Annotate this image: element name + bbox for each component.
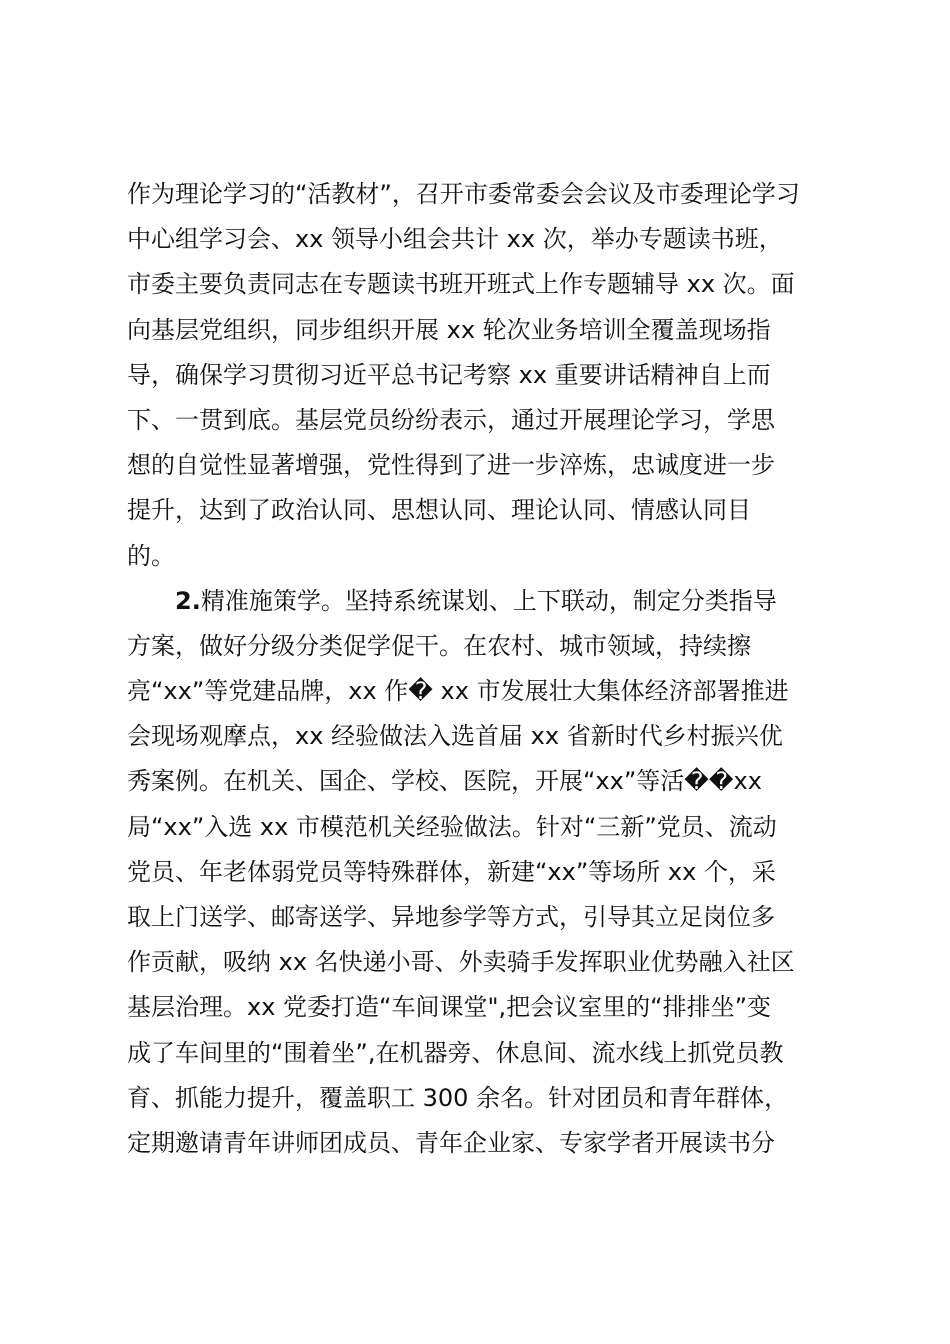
text-line: 市委主要负责同志在专题读书班开班式上作专题辅导 xx 次。面 (127, 270, 795, 299)
text-line: 成了车间里的“围着坐”,在机器旁、休息间、流水线上抓党员教 (127, 1038, 784, 1067)
text-line: 亮“xx”等党建品牌，xx 作� xx 市发展壮大集体经济部署推进 (127, 677, 789, 706)
text-line: 想的自觉性显著增强，党性得到了进一步淬炼，忠诚度进一步 (127, 451, 775, 480)
text-line: 方案，做好分级分类促学促干。在农村、城市领域，持续擦 (127, 631, 751, 660)
text-line: 作为理论学习的“活教材”，召开市委常委会会议及市委理论学习 (127, 180, 800, 208)
text-line: 育、抓能力提升，覆盖职工 300 余名。针对团员和青年群体， (127, 1083, 789, 1112)
text-line: 向基层党组织，同步组织开展 xx 轮次业务培训全覆盖现场指 (127, 315, 771, 344)
text-line: 定期邀请青年讲师团成员、青年企业家、专家学者开展读书分 (127, 1128, 775, 1157)
text-line: 党员、年老体弱党员等特殊群体，新建“xx”等场所 xx 个，采 (127, 857, 776, 886)
section-2-first-line (127, 579, 837, 624)
text-line: 中心组学习会、xx 领导小组会共计 xx 次，举办专题读书班， (127, 225, 783, 254)
text-line: 基层治理。xx 党委打造“车间课堂",把会议室里的“排排坐”变 (127, 993, 772, 1022)
text-line: 下、一贯到底。基层党员纷纷表示，通过开展理论学习，学思 (127, 405, 775, 434)
section-number: 2. (175, 586, 201, 615)
body-text (127, 172, 837, 1166)
text-line: 作贡献，吸纳 xx 名快递小哥、外卖骑手发挥职业优势融入社区 (127, 948, 795, 977)
text-line: 局“xx”入选 xx 市模范机关经验做法。针对“三新”党员、流动 (127, 812, 777, 841)
text-line: 会现场观摩点，xx 经验做法入选首届 xx 省新时代乡村振兴优 (127, 722, 783, 751)
text-line: 取上门送学、邮寄送学、异地参学等方式，引导其立足岗位多 (127, 903, 775, 931)
section-heading-text: 精准施策学。坚持系统谋划、上下联动，制定分类指导 (200, 586, 777, 615)
text-line: 秀案例。在机关、国企、学校、医院，开展“xx”等活��xx (127, 767, 762, 796)
text-line: 的。 (127, 541, 175, 570)
text-line: 提升，达到了政治认同、思想认同、理论认同、情感认同目 (127, 496, 751, 525)
text-line: 导，确保学习贯彻习近平总书记考察 xx 重要讲话精神自上而 (127, 360, 771, 389)
